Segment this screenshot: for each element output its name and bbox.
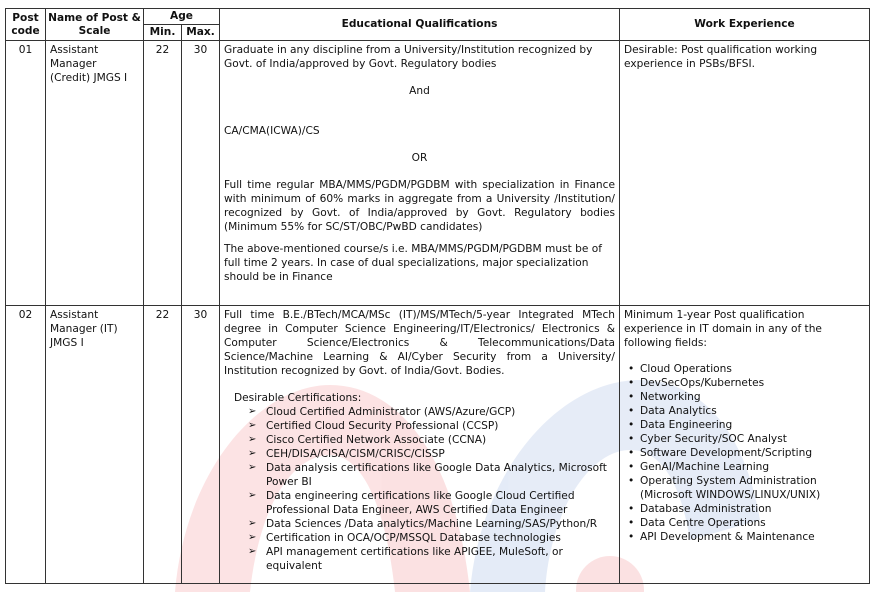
list-item: • Data Analytics: [624, 404, 865, 418]
post-code-header: Post code: [6, 9, 46, 41]
list-item: ➢ Cisco Certified Network Associate (CCNA): [248, 433, 615, 447]
list-item: • Database Administration: [624, 502, 865, 516]
qualification-text: Full time B.E./BTech/MCA/MSc (IT)/MS/MTech/5-year Integrated MTech degree in Computer Science Engineering/IT/Electronics/ Electronics & Computer Science/Electronics & Telecommunications/Data Science/Machine Learning & AI/Cyber Security from a University/ Institution recognized by Govt. of India/Govt. Bodies.: [224, 309, 615, 377]
qualifications-cell: [220, 41, 620, 306]
list-item: • Operating System Administration (Microsoft WINDOWS/LINUX/UNIX): [624, 474, 865, 502]
age-max-header: Max.: [182, 25, 220, 41]
qualification-text: Full time regular MBA/MMS/PGDM/PGDBM with specialization in Finance with minimum of 60% marks in aggregate from a University /Institution/ recognized by Govt. of India/approved by Govt. Regulatory bodies (Minimum 55% for SC/ST/OBC/PwBD candidates): [224, 179, 615, 233]
table-row: [6, 41, 870, 306]
qualification-text: CA/CMA(ICWA)/CS: [224, 125, 320, 137]
list-item: • Data Centre Operations: [624, 516, 865, 530]
list-item: • Cloud Operations: [624, 362, 865, 376]
age-max-cell: 30: [182, 306, 220, 584]
list-item: ➢ Data analysis certifications like Google Data Analytics, Microsoft Power BI: [248, 461, 615, 489]
experience-header: Work Experience: [620, 9, 870, 41]
post-code-cell: 02: [6, 306, 46, 584]
list-item: ➢ Certification in OCA/OCP/MSSQL Database technologies: [248, 531, 615, 545]
list-item: • DevSecOps/Kubernetes: [624, 376, 865, 390]
age-min-cell: 22: [144, 41, 182, 306]
certifications-heading: Desirable Certifications:: [234, 392, 362, 404]
certifications-list: [224, 405, 615, 573]
age-max-cell: 30: [182, 41, 220, 306]
post-code-cell: 01: [6, 41, 46, 306]
list-item: ➢ Data engineering certifications like Google Cloud Certified Professional Data Engineer, AWS Certified Data Engineer: [248, 489, 615, 517]
list-item: • GenAI/Machine Learning: [624, 460, 865, 474]
list-item: ➢ Certified Cloud Security Professional (CCSP): [248, 419, 615, 433]
header-row: [6, 9, 870, 25]
qualification-connector: And: [409, 85, 430, 97]
list-item: • Data Engineering: [624, 418, 865, 432]
qualifications-header: Educational Qualifications: [220, 9, 620, 41]
age-min-header: Min.: [144, 25, 182, 41]
list-item: • Cyber Security/SOC Analyst: [624, 432, 865, 446]
list-item: ➢ Data Sciences /Data analytics/Machine Learning/SAS/Python/R: [248, 517, 615, 531]
experience-list: [624, 362, 865, 544]
list-item: • Software Development/Scripting: [624, 446, 865, 460]
qualification-text: The above-mentioned course/s i.e. MBA/MMS/PGDM/PGDBM must be of full time 2 years. In case of dual specializations, major specialization should be in Finance: [224, 243, 602, 283]
experience-intro: Minimum 1-year Post qualification experience in IT domain in any of the following fields:: [624, 309, 822, 349]
experience-cell: [620, 306, 870, 584]
list-item: • API Development & Maintenance: [624, 530, 865, 544]
age-header: Age: [144, 9, 220, 25]
name-of-post-header: Name of Post & Scale: [46, 9, 144, 41]
experience-cell: Desirable: Post qualification working experience in PSBs/BFSI.: [620, 41, 870, 306]
post-name-cell: Assistant Manager (Credit) JMGS I: [46, 41, 144, 306]
age-min-cell: 22: [144, 306, 182, 584]
recruitment-table: [5, 8, 870, 584]
post-name-cell: Assistant Manager (IT) JMGS I: [46, 306, 144, 584]
list-item: ➢ API management certifications like APIGEE, MuleSoft, or equivalent: [248, 545, 615, 573]
list-item: • Networking: [624, 390, 865, 404]
qualifications-cell: [220, 306, 620, 584]
list-item: ➢ CEH/DISA/CISA/CISM/CRISC/CISSP: [248, 447, 615, 461]
list-item: ➢ Cloud Certified Administrator (AWS/Azure/GCP): [248, 405, 615, 419]
qualification-connector: OR: [411, 152, 428, 164]
qualification-text: Graduate in any discipline from a University/Institution recognized by Govt. of India/approved by Govt. Regulatory bodies: [224, 44, 593, 70]
table-row: [6, 306, 870, 584]
